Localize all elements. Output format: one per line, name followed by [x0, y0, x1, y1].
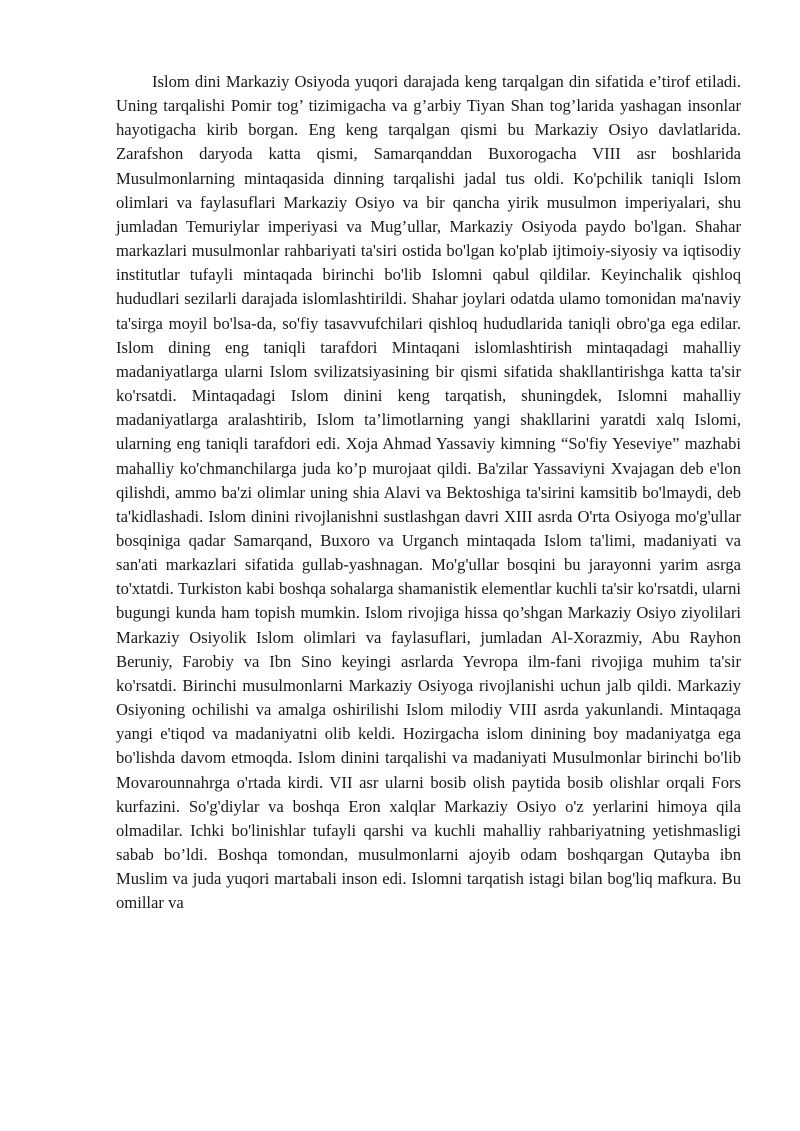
body-paragraph: Islom dini Markaziy Osiyoda yuqori darajada keng tarqalgan din sifatida e’tirof etiladi. Uning tarqalishi Pomir tog’ tizimigacha va g’arbiy Tiyan Shan tog’larida yashagan insonlar hayotigacha kirib borgan. Eng keng tarqalgan qismi bu Markaziy Osiyo davlatlarida. Zarafshon daryoda katta qismi, Samarqanddan Buxorogacha VIII asr boshlarida Musulmonlarning mintaqasida dinning tarqalishi jadal tus oldi. Ko'pchilik taniqli Islom olimlari va faylasuflari Markaziy Osiyo va bir qancha yirik musulmon imperiyalari, shu jumladan Temuriylar imperiyasi va Mug’ullar, Markaziy Osiyoda paydo bo'lgan. Shahar markazlari musulmonlar rahbariyati ta'siri ostida bo'lgan ko'plab ijtimoiy-siyosiy va iqtisodiy institutlar tufayli mintaqada birinchi bo'lib Islomni qabul qildilar. Keyinchalik qishloq hududlari sezilarli darajada islomlashtirildi. Shahar joylari odatda ulamo tomonidan ma'naviy ta'sirga moyil bo'lsa-da, so'fiy tasavvufchilari qishloq hududlarida taniqli obro'ga ega edilar. Islom dining eng taniqli tarafdori Mintaqani islomlashtirish mintaqadagi mahalliy madaniyatlarga ularni Islom svilizatsiyasining bir qismi sifatida shakllantirishga katta ta'sir ko'rsatdi. Mintaqadagi Islom dinini keng tarqatish, shuningdek, Islomni mahalliy madaniyatlarga aralashtirib, Islom ta’limotlarning yangi shakllarini yaratdi xalq Islomi, ularning eng taniqli tarafdori edi. Xoja Ahmad Yassaviy kimning “So'fiy Yeseviye” mazhabi mahalliy ko'chmanchilarga juda ko’p murojaat qildi. Ba'zilar Yassaviyni Xvajagan deb e'lon qilishdi, ammo ba'zi olimlar uning shia Alavi va Bektoshiga ta'sirini kamsitib bo'lmaydi, deb ta'kidlashadi. Islom dinini rivojlanishni sustlashgan davri XIII asrda O'rta Osiyoga mo'g'ullar bosqiniga qadar Samarqand, Buxoro va Urganch mintaqada Islom ta'limi, madaniyati va san'ati markazlari sifatida gullab-yashnagan. Mo'g'ullar bosqini bu jarayonni yarim asrga to'xtatdi. Turkiston kabi boshqa sohalarga shamanistik elementlar kuchli ta'sir ko'rsatdi, ularni bugungi kunda ham topish mumkin. Islom rivojiga hissa qo’shgan Markaziy Osiyo ziyolilari Markaziy Osiyolik Islom olimlari va faylasuflari, jumladan Al-Xorazmiy, Abu Rayhon Beruniy, Farobiy va Ibn Sino keyingi asrlarda Yevropa ilm-fani rivojiga muhim ta'sir ko'rsatdi. Birinchi musulmonlarni Markaziy Osiyoga rivojlanishi uchun jalb qildi. Markaziy Osiyoning ochilishi va amalga oshirilishi Islom milodiy VIII asrda yakunlandi. Mintaqaga yangi e'tiqod va madaniyatni olib keldi. Hozirgacha islom dinining boy madaniyatga ega bo'lishda davom etmoqda. Islom dinini tarqalishi va madaniyati Musulmonlar birinchi bo'lib Movarounnahrga o'rtada kirdi. VII asr ularni bosib olish paytida bosib olishlar orqali Fors kurfazini. So'g'diylar va boshqa Eron xalqlar Markaziy Osiyo o'z yerlarini himoya qila olmadilar. Ichki bo'linishlar tufayli qarshi va kuchli mahalliy rahbariyatning yetishmasligi sabab bo’ldi. Boshqa tomondan, musulmonlarni ajoyib odam boshqargan Qutayba ibn Muslim va juda yuqori martabali inson edi. Islomni tarqatish istagi bilan bog'liq mafkura. Bu omillar va	[116, 72, 741, 913]
document-page	[116, 70, 741, 915]
